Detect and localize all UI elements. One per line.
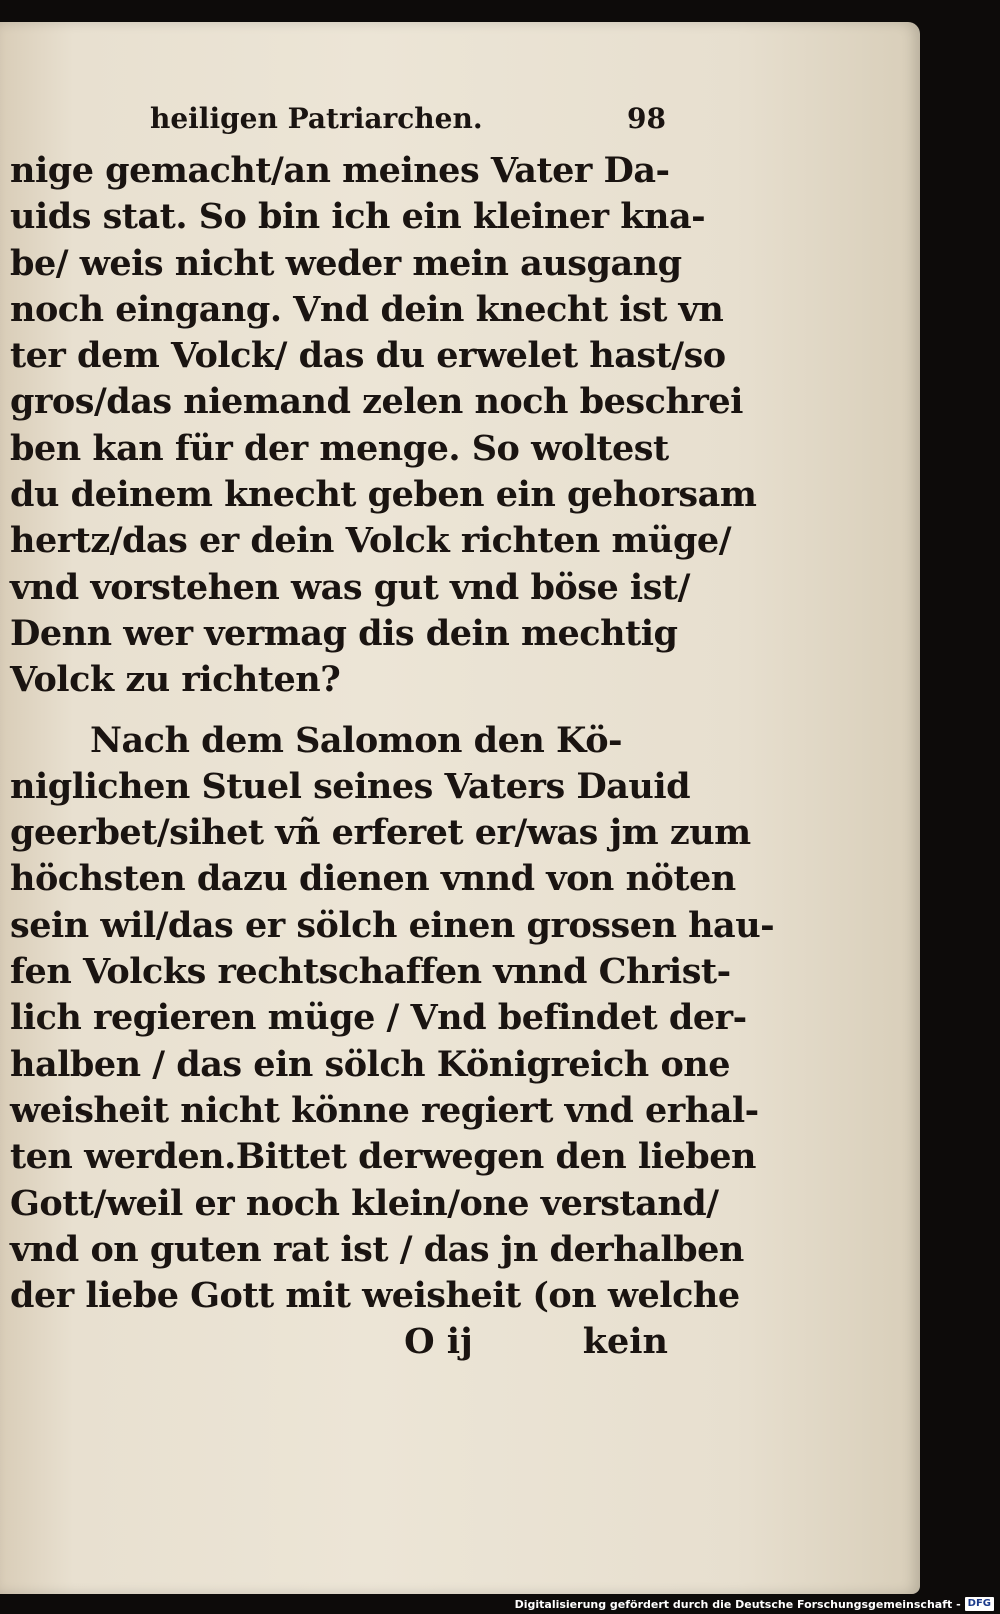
- text-line: ter dem Volck/ das du erwelet hast/so: [10, 335, 726, 377]
- paragraph-2: [10, 718, 775, 1320]
- text-line: halben / das ein sölch Königreich one: [10, 1043, 731, 1085]
- text-line: nige gemacht/an meines Vater Da-: [10, 150, 670, 191]
- book-page: [0, 22, 920, 1594]
- text-line: höchsten dazu dienen vnnd von nöten: [10, 858, 736, 900]
- signature-mark: O ij: [404, 1321, 473, 1363]
- text-line: ben kan für der menge. So woltest: [10, 427, 669, 469]
- digitization-footer: [515, 1596, 994, 1612]
- text-line: uids stat. So bin ich ein kleiner kna-: [10, 196, 706, 238]
- running-head-title: heiligen Patriarchen.: [150, 102, 483, 135]
- text-line: Nach dem Salomon den Kö-: [90, 719, 623, 761]
- text-line: ten werden.Bittet derwegen den lieben: [10, 1136, 756, 1178]
- text-line: gros/das niemand zelen noch beschrei: [10, 381, 743, 423]
- running-head: [10, 102, 670, 146]
- text-line: hertz/das er dein Volck richten müge/: [10, 520, 731, 562]
- text-line: der liebe Gott mit weisheit (on welche: [10, 1275, 740, 1317]
- text-line: noch eingang. Vnd dein knecht ist vn: [10, 288, 724, 330]
- text-line: lich regieren müge / Vnd befindet der-: [10, 997, 747, 1039]
- text-line: weisheit nicht könne regiert vnd erhal-: [10, 1089, 759, 1131]
- text-line: vnd on guten rat ist / das jn derhalben: [10, 1228, 744, 1270]
- page-number: 98: [627, 102, 666, 135]
- text-line: du deinem knecht geben ein gehorsam: [10, 474, 757, 516]
- footer-credit: Digitalisierung gefördert durch die Deutsche Forschungsgemeinschaft -: [514, 1597, 961, 1611]
- text-line: Gott/weil er noch klein/one verstand/: [10, 1182, 719, 1224]
- paragraph-1: [10, 148, 757, 704]
- text-line: Denn wer vermag dis dein mechtig: [10, 612, 678, 654]
- text-line: vnd vorstehen was gut vnd böse ist/: [10, 566, 690, 608]
- text-line: be/ weis nicht weder mein ausgang: [10, 242, 682, 284]
- text-line: fen Volcks rechtschaffen vnnd Christ-: [10, 951, 731, 993]
- signature-line: [10, 1319, 670, 1365]
- text-line: sein wil/das er sölch einen grossen hau-: [10, 904, 775, 946]
- page-content: [10, 102, 775, 1365]
- text-line: niglichen Stuel seines Vaters Dauid: [10, 765, 691, 807]
- paragraph-gap: [10, 704, 670, 716]
- catchword: kein: [582, 1321, 668, 1363]
- dfg-logo-icon: DFG: [965, 1597, 994, 1611]
- text-line: Volck zu richten?: [10, 659, 341, 701]
- text-line: geerbet/sihet vñ erferet er/was jm zum: [10, 812, 751, 854]
